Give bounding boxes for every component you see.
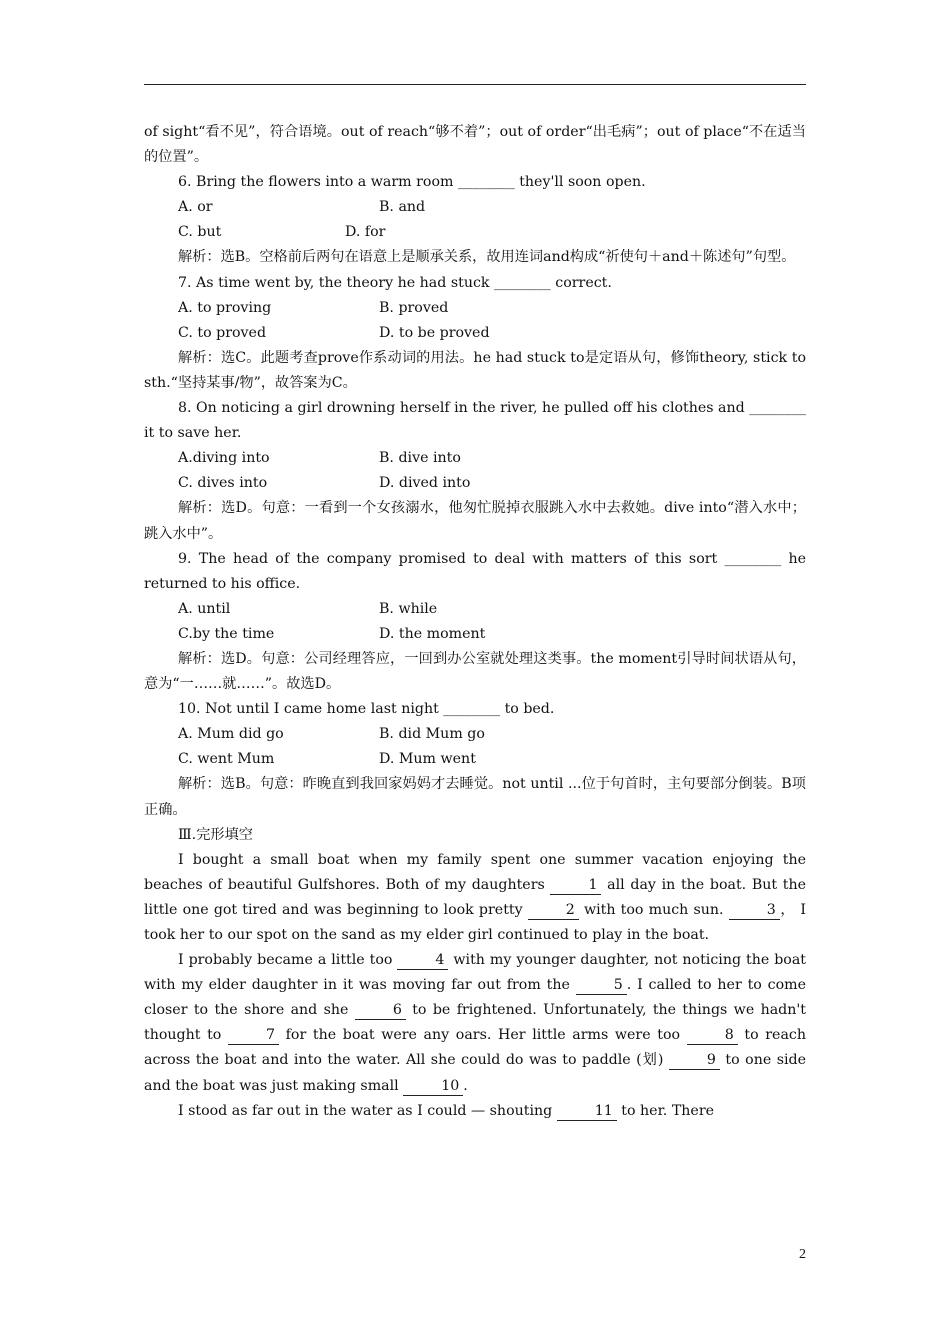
cloze-text: to reach across the boat and into the water. All she could do was to paddle (划) xyxy=(144,1027,806,1069)
options-9-row2 xyxy=(144,622,806,647)
cloze-paragraph-3 xyxy=(144,1099,806,1124)
cloze-blank-5: 5 xyxy=(576,976,627,995)
option-b: B. and xyxy=(379,199,426,216)
section-heading: Ⅲ.完形填空 xyxy=(178,826,253,843)
cloze-text: all day in the boat. But the little one got tired and was beginning to look pretty xyxy=(144,876,807,918)
cloze-text: . I called to her to come closer to the shore and she xyxy=(144,977,806,1019)
question-6: 6. Bring the flowers into a warm room ________ they'll soon open. xyxy=(178,174,646,191)
option-c: C. went Mum xyxy=(178,751,275,768)
cloze-text: I stood as far out in the water as I could — shouting xyxy=(178,1102,553,1119)
explanation-8: 解析：选D。句意：一看到一个女孩溺水，他匆忙脱掉衣服跳入水中去救她。dive into“潜入水中；跳入水中”。 xyxy=(144,500,806,542)
cloze-blank-6: 6 xyxy=(355,1001,406,1020)
question-10: 10. Not until I came home last night ________ to bed. xyxy=(178,701,555,718)
cloze-text: . xyxy=(463,1077,468,1094)
explanation-7: 解析：选C。此题考查prove作系动词的用法。he had stuck to是定语从句，修饰theory, stick to sth.“坚持某事/物”，故答案为C。 xyxy=(144,349,806,391)
cloze-text: to one side and the boat was just making small xyxy=(144,1052,807,1094)
option-c: C. to proved xyxy=(178,324,267,341)
explanation-line: of sight“看不见”，符合语境。out of reach“够不着”；out of order“出毛病”；out of place“不在适当的位置”。 xyxy=(144,124,806,166)
options-9-row1 xyxy=(144,597,806,622)
option-d: D. Mum went xyxy=(379,751,476,768)
cloze-text: I probably became a little too xyxy=(178,952,393,969)
cloze-text: for the boat were any oars. Her little arms were too xyxy=(285,1027,681,1044)
cloze-text: I bought a small boat when my family spent one summer vacation enjoying the beaches of beautiful Gulfshores. Both of my daughters xyxy=(144,851,806,893)
options-6-row2 xyxy=(144,220,806,245)
options-7-row1 xyxy=(144,296,806,321)
option-c: C. dives into xyxy=(178,475,268,492)
cloze-blank-1: 1 xyxy=(550,876,601,895)
option-b: B. proved xyxy=(379,299,449,316)
option-c: C.by the time xyxy=(178,625,275,642)
cloze-blank-7: 7 xyxy=(228,1026,279,1045)
option-a: A.diving into xyxy=(178,450,270,467)
option-d: D. for xyxy=(345,224,386,241)
options-7-row2 xyxy=(144,321,806,346)
options-10-row1 xyxy=(144,722,806,747)
explanation-6: 解析：选B。空格前后两句在语意上是顺承关系，故用连词and构成“祈使句＋and＋陈述句”句型。 xyxy=(178,249,796,266)
cloze-paragraph-2 xyxy=(144,948,806,1099)
document-body xyxy=(144,120,806,1124)
option-a: A. until xyxy=(178,600,231,617)
cloze-blank-3: 3 xyxy=(729,901,780,920)
cloze-text: with too much sun. xyxy=(584,901,724,918)
cloze-text: to her. There xyxy=(621,1102,714,1119)
options-8-row2 xyxy=(144,471,806,496)
explanation-9: 解析：选D。句意：公司经理答应，一回到办公室就处理这类事。the moment引导时间状语从句，意为“一……就……”。故选D。 xyxy=(144,650,806,693)
options-8-row1 xyxy=(144,446,806,471)
cloze-blank-11: 11 xyxy=(557,1102,617,1121)
option-a: A. or xyxy=(178,199,213,216)
option-d: D. dived into xyxy=(379,475,471,492)
cloze-text: to be frightened. Unfortunately, the things we hadn't thought to xyxy=(144,1002,807,1044)
option-b: B. while xyxy=(379,600,438,617)
cloze-blank-2: 2 xyxy=(528,901,579,920)
cloze-blank-10: 10 xyxy=(403,1077,463,1096)
explanation-10: 解析：选B。句意：昨晚直到我回家妈妈才去睡觉。not until ...位于句首时，主句要部分倒装。B项正确。 xyxy=(144,776,806,818)
option-b: B. dive into xyxy=(379,450,461,467)
cloze-blank-4: 4 xyxy=(397,951,448,970)
cloze-text: ， I took her to our spot on the sand as my elder girl continued to play in the boat. xyxy=(144,901,807,943)
header-rule xyxy=(144,84,806,85)
options-10-row2 xyxy=(144,747,806,772)
question-9: 9. The head of the company promised to deal with matters of this sort ________ he returned to his office. xyxy=(144,550,806,592)
option-c: C. but xyxy=(178,224,222,241)
options-6-row1 xyxy=(144,195,806,220)
option-d: D. to be proved xyxy=(379,324,490,341)
option-a: A. to proving xyxy=(178,299,272,316)
option-b: B. did Mum go xyxy=(379,726,485,743)
cloze-text: with my younger daughter, not noticing the boat with my elder daughter in it was moving far out from the xyxy=(144,952,806,994)
cloze-blank-8: 8 xyxy=(687,1026,738,1045)
cloze-blank-9: 9 xyxy=(669,1051,720,1070)
option-a: A. Mum did go xyxy=(178,726,284,743)
question-8: 8. On noticing a girl drowning herself in the river, he pulled off his clothes and ________ it to save her. xyxy=(144,400,806,442)
cloze-paragraph-1 xyxy=(144,848,806,948)
page-number: 2 xyxy=(799,1247,806,1262)
option-d: D. the moment xyxy=(379,625,486,642)
question-7: 7. As time went by, the theory he had stuck ________ correct. xyxy=(178,274,612,291)
